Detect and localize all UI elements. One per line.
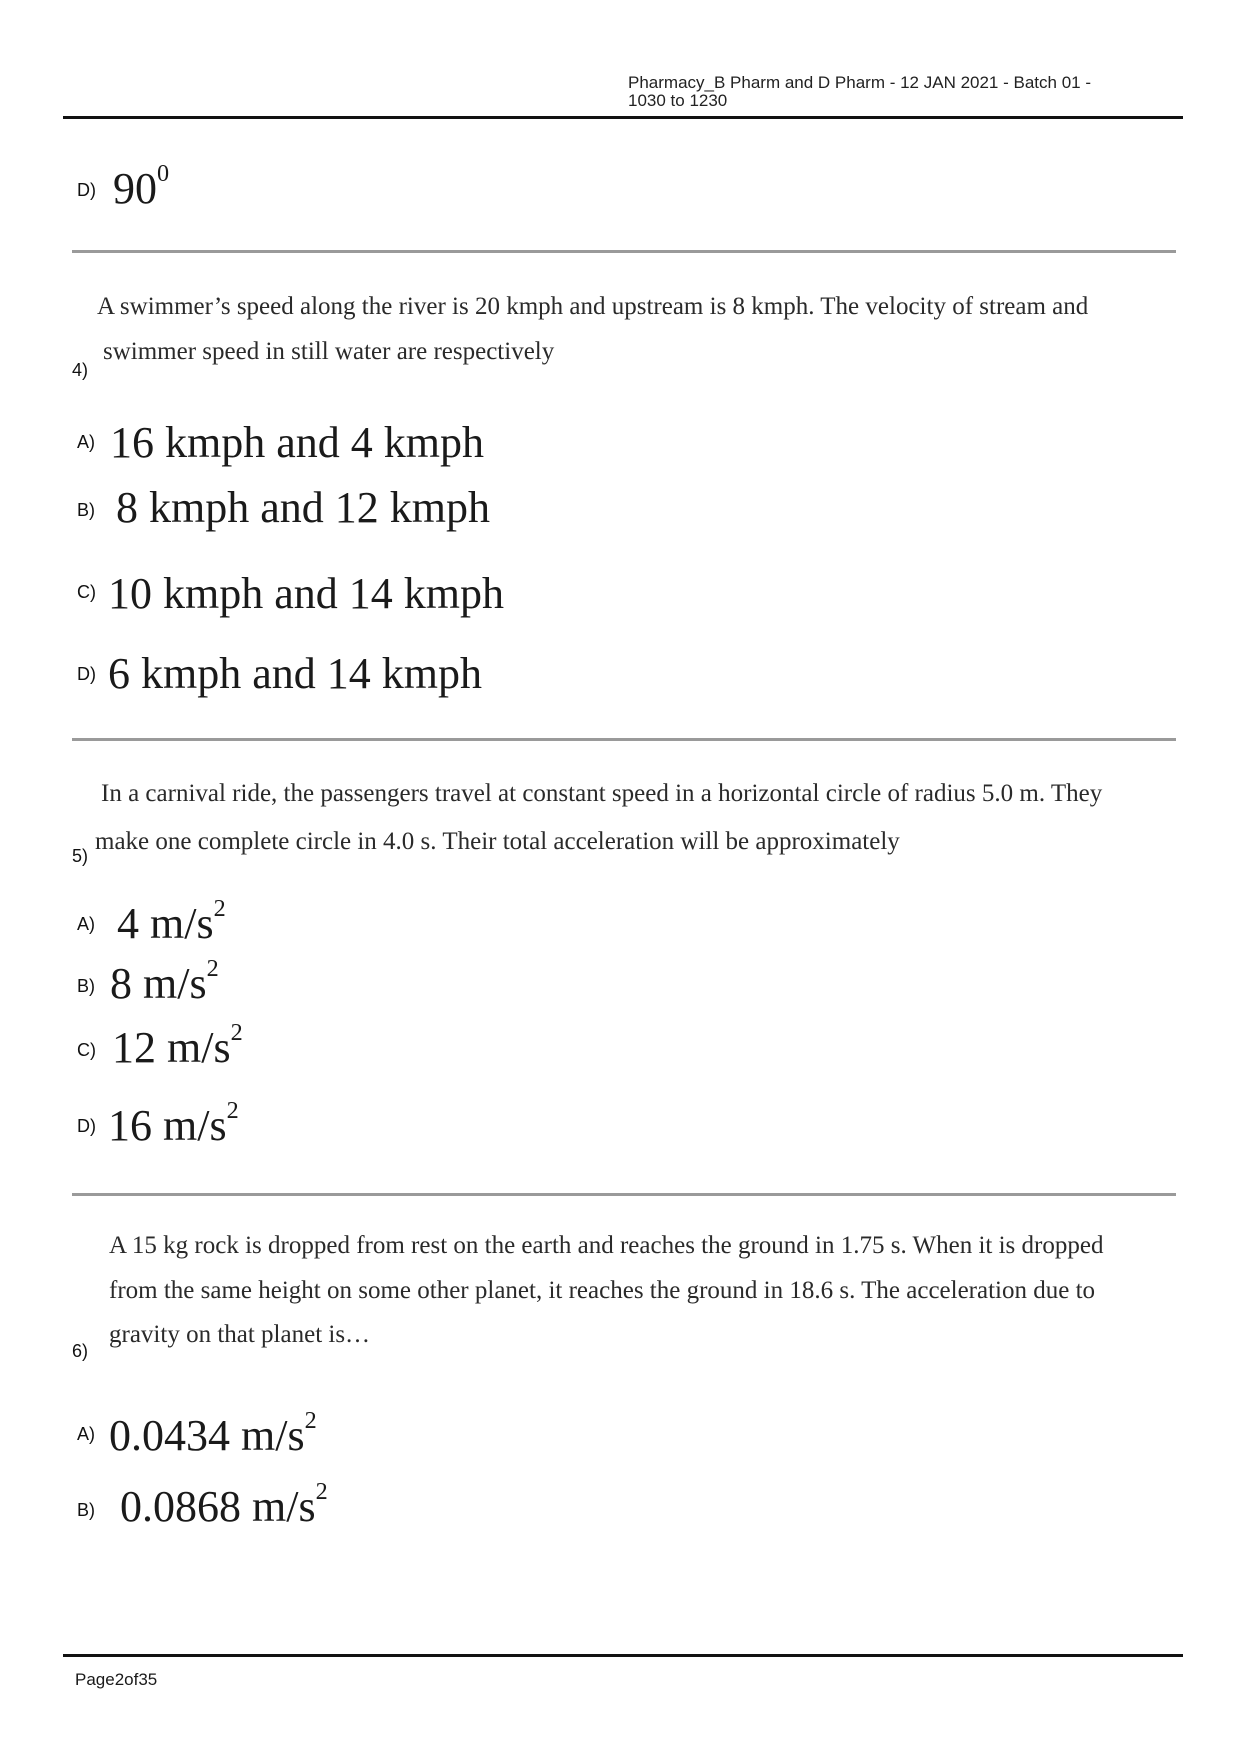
option-label: D) <box>77 180 96 200</box>
page-number: Page2of35 <box>75 1670 158 1689</box>
option-label: D) <box>77 1116 96 1136</box>
header-line-1: Pharmacy_B Pharm and D Pharm - 12 JAN 2021 - Batch 01 - <box>628 73 1091 92</box>
question-text-line: A swimmer’s speed along the river is 20 kmph and upstream is 8 kmph. The velocity of stream and <box>97 293 1089 320</box>
option-label: B) <box>77 1500 95 1520</box>
question-text-line: In a carnival ride, the passengers travel at constant speed in a horizontal circle of radius 5.0 m. They <box>101 780 1103 807</box>
option-text: 12 $m/s^2$ <box>112 1019 243 1072</box>
option-label: A) <box>77 432 95 452</box>
question-text-line: make one complete circle in 4.0 s. Their total acceleration will be approximately <box>95 828 900 855</box>
option-label: B) <box>77 500 95 520</box>
option-text: 16 kmph and 4 kmph <box>110 418 484 467</box>
question-text-line: from the same height on some other planet, it reaches the ground in 18.6 s. The acceleration due to <box>109 1277 1096 1304</box>
question-divider <box>72 250 1176 253</box>
footer-rule <box>63 1654 1183 1657</box>
option-text: 16 $m/s^2$ <box>108 1097 239 1150</box>
option-label: C) <box>77 1040 96 1060</box>
option-text: 8 kmph and 12 kmph <box>116 483 490 532</box>
header-line-2: 1030 to 1230 <box>628 91 728 110</box>
page-header <box>628 74 1148 110</box>
option-text: 0.0434 $m/s^2$ <box>109 1407 317 1460</box>
option-text: $90^0$ <box>113 160 170 213</box>
option-label: B) <box>77 976 95 996</box>
question-text-line: swimmer speed in still water are respectively <box>103 338 555 365</box>
option-text: 8 $m/s^2$ <box>110 955 219 1008</box>
option-text: 0.0868 $m/s^2$ <box>120 1478 328 1531</box>
question-text-line: A 15 kg rock is dropped from rest on the earth and reaches the ground in 1.75 s. When it is dropped <box>109 1232 1104 1259</box>
option-text: 4 $m/s^2$ <box>117 895 226 948</box>
question-divider <box>72 1193 1176 1196</box>
option-label: A) <box>77 914 95 934</box>
question-number: 5) <box>72 846 89 866</box>
option-label: A) <box>77 1424 95 1444</box>
option-label: D) <box>77 664 96 684</box>
question-text-line: gravity on that planet is… <box>109 1321 371 1348</box>
question-divider <box>72 738 1176 741</box>
option-label: C) <box>77 582 96 602</box>
option-text: 6 kmph and 14 kmph <box>108 649 482 698</box>
question-number: 4) <box>72 360 89 380</box>
header-rule <box>63 116 1183 119</box>
question-number: 6) <box>72 1341 89 1361</box>
option-text: 10 kmph and 14 kmph <box>108 569 504 618</box>
